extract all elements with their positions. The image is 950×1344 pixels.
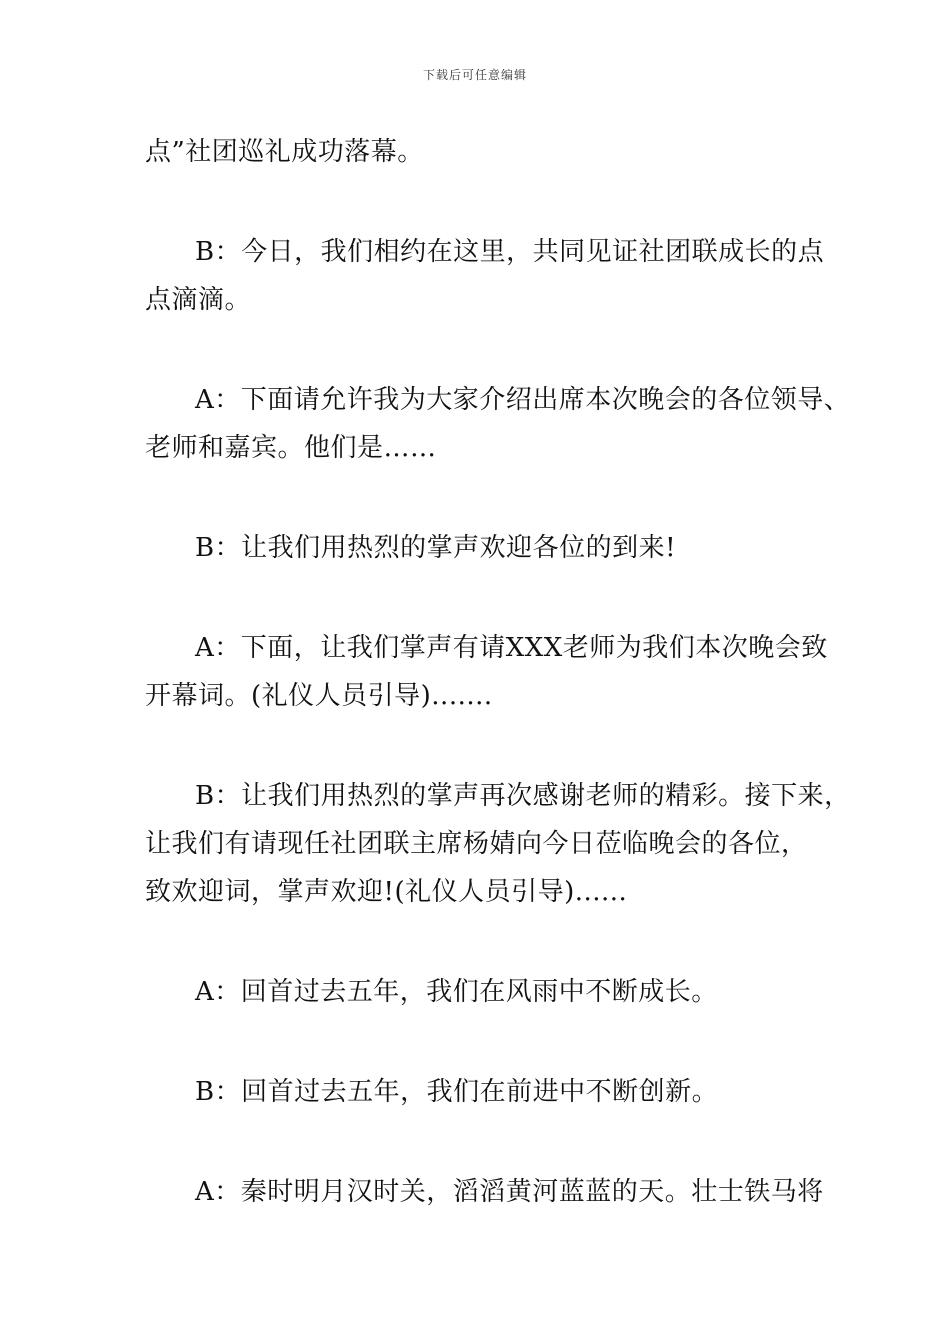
paragraph xyxy=(145,1068,825,1116)
paragraph-line: 致欢迎词，掌声欢迎!(礼仪人员引导)...... xyxy=(145,877,628,907)
paragraph xyxy=(145,624,828,720)
paragraph-line: B：今日，我们相约在这里，共同见证社团联成长的点 xyxy=(195,237,825,267)
paragraph-line: 老师和嘉宾。他们是…… xyxy=(145,433,437,463)
paragraph-line: B：让我们用热烈的掌声欢迎各位的到来! xyxy=(195,533,677,563)
paragraph xyxy=(145,968,825,1016)
paragraph-line: B：回首过去五年，我们在前进中不断创新。 xyxy=(195,1077,719,1107)
paragraph-line: 让我们有请现任社团联主席杨婧向今日莅临晚会的各位， xyxy=(145,829,808,859)
paragraph xyxy=(145,524,825,572)
paragraph-line: A：下面请允许我为大家介绍出席本次晚会的各位领导、 xyxy=(195,385,851,415)
paragraph-line: A：秦时明月汉时关，滔滔黄河蓝蓝的天。壮士铁马将 xyxy=(195,1177,824,1207)
paragraph-line: 开幕词。(礼仪人员引导)....... xyxy=(145,681,493,711)
paragraph-line: A：回首过去五年，我们在风雨中不断成长。 xyxy=(195,977,718,1007)
paragraph-line: A：下面，让我们掌声有请XXX老师为我们本次晚会致 xyxy=(195,633,828,663)
paragraph xyxy=(145,376,851,472)
paragraph-line: 点滴滴。 xyxy=(145,285,252,315)
document-body xyxy=(145,128,851,1216)
paragraph xyxy=(145,1168,825,1216)
header-note: 下载后可任意编辑 xyxy=(422,68,527,82)
paragraph xyxy=(145,228,825,324)
paragraph xyxy=(145,772,851,916)
paragraph-line: 点”社团巡礼成功落幕。 xyxy=(145,137,424,167)
paragraph-line: B：让我们用热烈的掌声再次感谢老师的精彩。接下来， xyxy=(195,781,851,811)
paragraph xyxy=(145,128,825,176)
